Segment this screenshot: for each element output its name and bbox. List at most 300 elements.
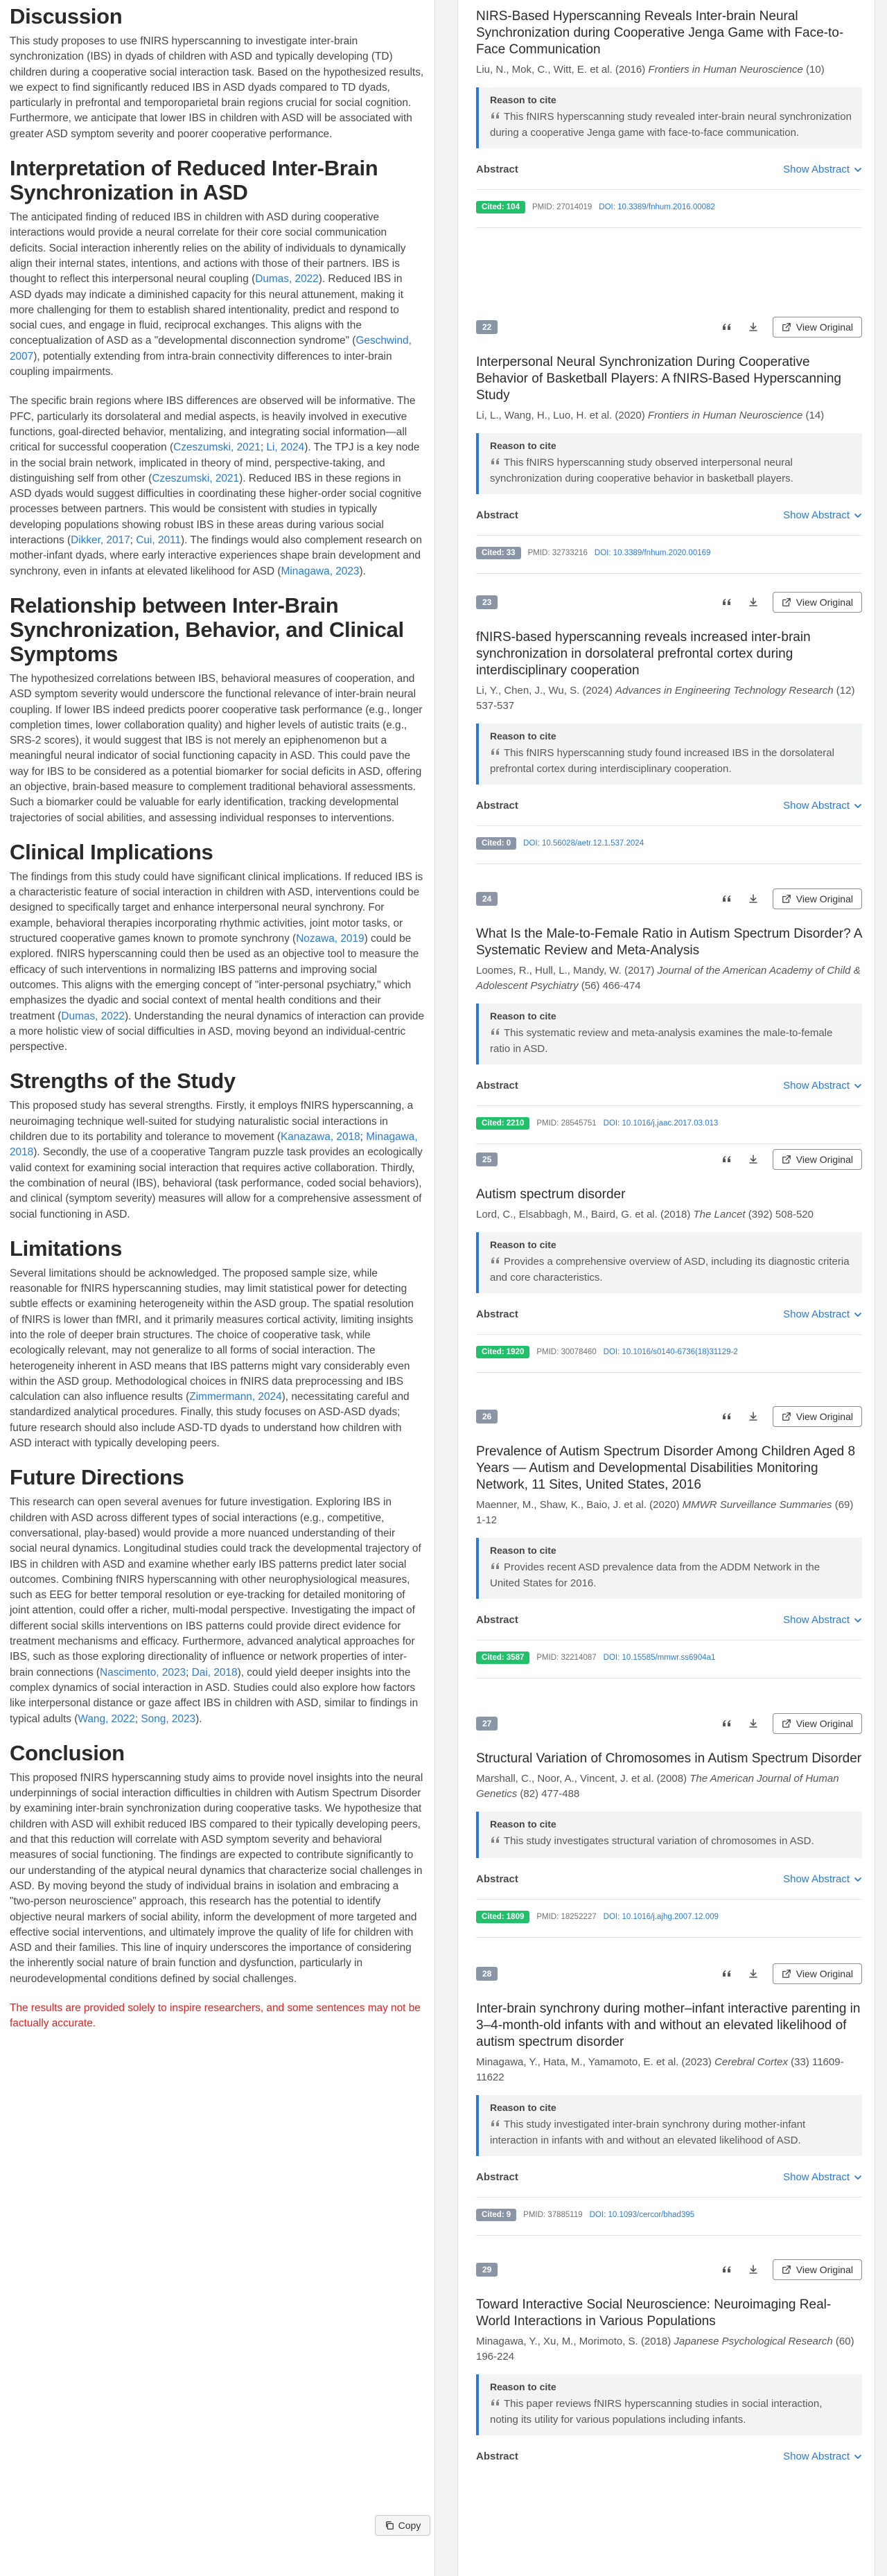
reference-journal: Cerebral Cortex xyxy=(714,2056,788,2068)
citation-link[interactable]: Wang, 2022 xyxy=(78,1712,135,1725)
reference-volume: (10) xyxy=(806,64,825,76)
chevron-down-icon xyxy=(854,2453,862,2461)
reference-journal: Journal of the American Academy of Child & Adolescent Psychiatry xyxy=(476,965,861,992)
reference-ids xyxy=(476,1911,862,1923)
cited-badge: Cited: 2210 xyxy=(476,1117,529,1130)
quote-icon[interactable] xyxy=(720,2263,734,2277)
reason-text xyxy=(490,455,852,486)
reference-card xyxy=(476,887,862,1144)
reference-title[interactable]: Autism spectrum disorder xyxy=(476,1187,626,1202)
reference-actions xyxy=(720,1149,862,1170)
reason-text xyxy=(490,2397,852,2427)
abstract-row xyxy=(476,1614,862,1626)
chevron-down-icon xyxy=(854,511,862,520)
reference-actions xyxy=(720,2259,862,2280)
reference-number: 27 xyxy=(476,1717,498,1731)
view-original-label: View Original xyxy=(796,1154,853,1165)
cited-badge: Cited: 9 xyxy=(476,2209,516,2221)
reason-heading: Reason to cite xyxy=(490,1239,556,1250)
reference-meta xyxy=(476,1771,862,1802)
reference-title[interactable]: Structural Variation of Chromosomes in Autism Spectrum Disorder xyxy=(476,1751,862,1766)
reference-volume: (69) 1-12 xyxy=(476,1499,854,1526)
pmid: PMID: 27014019 xyxy=(532,203,592,211)
citation-link[interactable]: Kanazawa, 2018 xyxy=(280,1131,360,1144)
reference-title[interactable]: Toward Interactive Social Neuroscience: Neuroimaging Real-World Interactions in Various Populations xyxy=(476,2297,832,2329)
reason-sentence: This fNIRS hyperscanning study observed interpersonal neural synchronization during cooperative behavior in basketball players. xyxy=(490,457,793,484)
download-icon[interactable] xyxy=(746,595,760,609)
reference-number: 24 xyxy=(476,892,498,906)
reason-text xyxy=(490,109,852,140)
view-original-button[interactable] xyxy=(773,2259,862,2280)
separator xyxy=(476,1372,862,1373)
view-original-button[interactable] xyxy=(773,1713,862,1734)
divider xyxy=(476,1105,862,1106)
divider xyxy=(476,189,862,190)
reason-box xyxy=(476,2095,862,2156)
reference-meta xyxy=(476,2334,862,2365)
abstract-label: Abstract xyxy=(476,1308,518,1320)
copy-button[interactable] xyxy=(375,2515,430,2536)
reference-number: 29 xyxy=(476,2263,498,2277)
abstract-label: Abstract xyxy=(476,800,518,812)
show-abstract-button[interactable] xyxy=(783,1614,862,1626)
reference-meta xyxy=(476,683,862,714)
view-original-label: View Original xyxy=(796,2264,853,2275)
reference-card xyxy=(476,1148,862,1373)
show-abstract-button[interactable] xyxy=(783,164,862,175)
paragraph-text: ) could be explored. fNIRS hyperscanning could then be used as an objective tool to measure the efficacy of such interventions in normalizing IBS patterns and improving social outcomes. This aligns with the emerging concept of "inter-personal psychiatry," which emphasizes the dyadic and social context of mental health conditions and their treatment ( xyxy=(10,933,419,1022)
paragraph-text: This research can open several avenues for future investigation. Exploring IBS in children with ASD across different types of social interactions (e.g., competitive, conversational, play-based) would provide a more nuanced understanding of their social neural dynamics. Longitudinal studies could track the developmental trajectory of IBS in children with ASD and examine whether early IBS patterns predict later social outcomes. Combining fNIRS hyperscanning with other neurophysiological measures, such as EEG for better temporal resolution or eye-tracking for detailed monitoring of joint attention, could offer a richer, multi-modal perspective. Investigating the impact of different social skills interventions on IBS patterns could provide direct evidence for treatment mechanisms and efficacy. Furthermore, advanced analytical approaches for IBS, such as those exploring directionality of influence or network properties of inter-brain connections ( xyxy=(10,1496,421,1679)
citation-link[interactable]: Nozawa, 2019 xyxy=(296,933,365,945)
citation-link[interactable]: Dai, 2018 xyxy=(191,1666,238,1679)
download-icon[interactable] xyxy=(746,1410,760,1423)
citation-link[interactable]: Minagawa, 2018 xyxy=(10,1131,418,1159)
citation-link[interactable]: Dumas, 2022 xyxy=(255,273,319,286)
paragraph-text: ). Understanding the neural dynamics of interaction can provide a more holistic view of social difficulties in ASD, moving beyond an individual-centric perspective. xyxy=(10,1010,425,1053)
reason-heading: Reason to cite xyxy=(490,94,556,105)
paragraph-text: ; xyxy=(360,1131,367,1144)
reason-heading: Reason to cite xyxy=(490,2381,556,2392)
reference-authors: Li, L., Wang, H., Luo, H. et al. (2020) xyxy=(476,410,645,421)
paragraph-text: ). Secondly, the use of a cooperative Tangram puzzle task provides an ecologically valid context for examining social interaction that requires active collaboration. Thirdly, the combination of neural (IBS), behavioral (task performance, coded social behaviors), and clinical (symptom severity) measures will allow for a comprehensive assessment of social functioning in ASD. xyxy=(10,1146,423,1220)
paragraph-text: The anticipated finding of reduced IBS in children with ASD during cooperative interactions would provide a neural correlate for their core social communication deficits. Social interaction inherently relies on the ability of individuals to dynamically align their internal states, intentions, and actions with those of their partners. IBS is thought to reflect this interpersonal neural coupling ( xyxy=(10,211,406,286)
reference-meta xyxy=(476,408,862,423)
reference-number: 25 xyxy=(476,1153,498,1166)
cited-badge: Cited: 33 xyxy=(476,547,521,559)
divider xyxy=(476,2197,862,2198)
view-original-label: View Original xyxy=(796,1968,853,1979)
reference-toolbar xyxy=(476,2258,862,2281)
reason-box xyxy=(476,1812,862,1858)
reference-authors: Loomes, R., Hull, L., Mandy, W. (2017) xyxy=(476,965,655,976)
quote-icon[interactable] xyxy=(720,1967,734,1981)
reference-meta xyxy=(476,963,862,994)
view-original-button[interactable] xyxy=(773,1963,862,1984)
view-original-label: View Original xyxy=(796,1718,853,1729)
reference-card xyxy=(476,315,862,574)
citation-link[interactable]: Dumas, 2022 xyxy=(61,1010,125,1022)
citation-link[interactable]: Czeszumski, 2021 xyxy=(173,441,261,454)
quote-icon xyxy=(490,1026,501,1042)
section-heading: Interpretation of Reduced Inter-Brain Synchronization in ASD xyxy=(10,156,378,205)
paragraph-text: This study proposes to use fNIRS hyperscanning to investigate inter-brain synchronization (IBS) in dyads of children with ASD and typically developing (TD) children during a cooperative social interaction task. Based on the hypothesized results, we expect to find significantly reduced IBS in ASD dyads compared to TD dyads, particularly in prefrontal and temporoparietal brain regions crucial for social cognition. Furthermore, we anticipate that lower IBS in children with ASD will be associated with greater ASD symptom severity and poorer cooperative performance. xyxy=(10,35,424,140)
reference-journal: The Lancet xyxy=(693,1209,746,1220)
reference-ids xyxy=(476,1651,862,1664)
reference-volume: (33) 11609-11622 xyxy=(476,2056,844,2083)
paragraph xyxy=(10,1098,425,1222)
section-heading: Relationship between Inter-Brain Synchronization, Behavior, and Clinical Symptoms xyxy=(10,593,404,666)
download-icon[interactable] xyxy=(746,1967,760,1981)
abstract-row xyxy=(476,509,862,521)
reference-ids xyxy=(476,1117,862,1130)
reference-ids xyxy=(476,837,862,850)
view-original-button[interactable] xyxy=(773,1149,862,1170)
separator xyxy=(476,1678,862,1679)
show-abstract-button[interactable] xyxy=(783,509,862,521)
reference-actions xyxy=(720,888,862,909)
reference-actions xyxy=(720,1406,862,1427)
external-link-icon xyxy=(782,1412,791,1421)
reason-text xyxy=(490,746,852,776)
view-original-button[interactable] xyxy=(773,1406,862,1427)
reference-card xyxy=(476,1712,862,1938)
reason-text xyxy=(490,1560,852,1591)
cited-badge: Cited: 0 xyxy=(476,837,516,850)
paragraph-text: ). The TPJ is a key node in the social brain network, implicated in theory of mind, perspective-taking, and distinguishing self from other ( xyxy=(10,441,420,484)
abstract-row xyxy=(476,800,862,812)
download-icon[interactable] xyxy=(746,320,760,334)
abstract-label: Abstract xyxy=(476,1873,518,1885)
show-abstract-label: Show Abstract xyxy=(783,509,850,521)
quote-icon[interactable] xyxy=(720,892,734,906)
paragraph-text: ). Reduced IBS in these regions in ASD dyads would suggest difficulties in coordinating these higher-order social cognitive processes between partners. This would be consistent with studies in typically developing populations showing robust IBS in these areas during various social interactions ( xyxy=(10,472,422,547)
download-icon[interactable] xyxy=(746,1717,760,1731)
quote-icon[interactable] xyxy=(720,1410,734,1423)
reference-volume: (12) 537-537 xyxy=(476,685,855,712)
paragraph-text: This proposed fNIRS hyperscanning study aims to provide novel insights into the neural underpinnings of social interaction difficulties in children with Autism Spectrum Disorder by examining inter-brain synchronization during cooperative tasks. We hypothesize that children with ASD will exhibit reduced IBS compared to their typically developing peers, and that this reduction will correlate with ASD symptom severity and behavioral measures of social functioning. The findings are expected to contribute significantly to our understanding of the atypical neural dynamics that characterize social challenges in ASD. By moving beyond the study of individual brains in isolation and embracing a "two-person neuroscience" approach, this research has the potential to identify objective neural markers of social ability, inform the development of more targeted and effective social interventions, and ultimately improve the quality of life for children with ASD and their families. This line of inquiry underscores the importance of considering the inherently social nature of brain function and dysfunction, particularly in neurodevelopmental conditions defined by social challenges. xyxy=(10,1771,423,1985)
show-abstract-button[interactable] xyxy=(783,2171,862,2183)
reference-card xyxy=(476,0,862,228)
citation-link[interactable]: Dikker, 2017 xyxy=(71,534,130,547)
reference-title[interactable]: fNIRS-based hyperscanning reveals increased inter-brain synchronization in dorsolateral prefrontal cortex during interdisciplinary cooperation xyxy=(476,630,811,678)
reference-journal: Advances in Engineering Technology Research xyxy=(615,685,834,696)
quote-icon xyxy=(490,2118,501,2133)
cited-badge: Cited: 3587 xyxy=(476,1651,529,1664)
external-link-icon xyxy=(782,1969,791,1979)
paragraph-text: ; xyxy=(130,534,137,547)
pmid: PMID: 18252227 xyxy=(536,1913,597,1921)
citation-link[interactable]: Zimmermann, 2024 xyxy=(189,1391,282,1403)
reference-title[interactable]: Prevalence of Autism Spectrum Disorder Among Children Aged 8 Years — Autism and Developmental Disabilities Monitoring Network, 11 Sites, United States, 2016 xyxy=(476,1444,856,1492)
disclaimer: The results are provided solely to inspire researchers, and some sentences may not be factually accurate. xyxy=(10,2001,421,2030)
paragraph xyxy=(10,210,425,380)
reason-box xyxy=(476,433,862,494)
reference-actions xyxy=(720,317,862,338)
view-original-button[interactable] xyxy=(773,888,862,909)
chevron-down-icon xyxy=(854,802,862,810)
reason-box xyxy=(476,1004,862,1064)
show-abstract-label: Show Abstract xyxy=(783,164,850,175)
abstract-row xyxy=(476,1080,862,1092)
reference-authors: Minagawa, Y., Hata, M., Yamamoto, E. et al. (2023) xyxy=(476,2056,712,2068)
doi-link[interactable]: DOI: 10.3389/fnhum.2020.00169 xyxy=(594,549,711,557)
article-panel xyxy=(0,0,435,2576)
citation-link[interactable]: Czeszumski, 2021 xyxy=(152,472,240,484)
reference-authors: Liu, N., Mok, C., Witt, E. et al. (2016) xyxy=(476,64,646,76)
show-abstract-button[interactable] xyxy=(783,800,862,812)
abstract-row xyxy=(476,164,862,175)
quote-icon[interactable] xyxy=(720,320,734,334)
reference-authors: Maenner, M., Shaw, K., Baio, J. et al. (2020) xyxy=(476,1499,680,1511)
show-abstract-label: Show Abstract xyxy=(783,1614,850,1626)
paragraph-text: ). Reduced IBS in ASD dyads may indicate a diminished capacity for this neural attunement, making it more challenging for them to establish shared intentionality, predict and respond to social cues, and engage in fluid, reciprocal exchanges. This aligns with the conceptualization of ASD as a "developmental disconnection syndrome" ( xyxy=(10,273,404,347)
reference-actions xyxy=(720,1713,862,1734)
citation-link[interactable]: Cui, 2011 xyxy=(136,534,181,547)
separator xyxy=(476,573,862,574)
quote-icon[interactable] xyxy=(720,1153,734,1166)
quote-icon[interactable] xyxy=(720,595,734,609)
section-heading: Limitations xyxy=(10,1236,123,1261)
paragraph-text: The hypothesized correlations between IBS, behavioral measures of cooperation, and ASD symptom severity would underscore the functional relevance of inter-brain neural coupling. If lower IBS indeed predicts poorer cooperative task performance (e.g., longer completion times, lower collaboration quality) and higher levels of autistic traits (e.g., SRS-2 scores), it would suggest that IBS is not merely an epiphenomenon but a meaningful neural indicator of social functioning capacity in ASD. This could pave the way for IBS to be considered as a potential biomarker for social deficits in ASD, offering an objective, brain-based measure to complement traditional behavioral assessments. Such a biomarker could be valuable for early identification, tracking developmental trajectories of social abilities, and assessing individual responses to interventions. xyxy=(10,672,423,824)
quote-icon xyxy=(490,110,501,125)
external-link-icon xyxy=(782,1155,791,1164)
pmid: PMID: 37885119 xyxy=(523,2211,583,2219)
external-link-icon xyxy=(782,2265,791,2275)
abstract-label: Abstract xyxy=(476,1614,518,1626)
paragraph-text: The findings from this study could have significant clinical implications. If reduced IBS is a characteristic feature of social interaction in children with ASD, interventions could be designed to specifically target and enhance interpersonal neural synchrony. For example, behavioral therapies incorporating rhythmic activities, joint motor tasks, or structured cooperative games known to promote synchrony ( xyxy=(10,870,423,945)
paragraph xyxy=(10,394,425,579)
reference-meta xyxy=(476,1498,862,1528)
reference-volume: (14) xyxy=(805,410,825,421)
reason-sentence: This study investigated inter-brain synchrony during mother-infant interaction in infants with and without an elevated likelihood of ASD. xyxy=(490,2119,806,2146)
divider xyxy=(476,825,862,826)
chevron-down-icon xyxy=(854,2173,862,2182)
doi-link[interactable]: DOI: 10.1093/cercor/bhad395 xyxy=(589,2211,695,2219)
download-icon[interactable] xyxy=(746,1153,760,1166)
reason-box xyxy=(476,87,862,148)
reference-title[interactable]: Inter-brain synchrony during mother–infant interactive parenting in 3–4-month-old infants with and without an elevated likelihood of autism spectrum disorder xyxy=(476,2001,861,2049)
section-heading: Discussion xyxy=(10,4,123,28)
pmid: PMID: 30078460 xyxy=(536,1348,597,1356)
view-original-button[interactable] xyxy=(773,317,862,338)
reference-authors: Marshall, C., Noor, A., Vincent, J. et al. (2008) xyxy=(476,1773,687,1785)
abstract-label: Abstract xyxy=(476,509,518,521)
paragraph-text: ). xyxy=(195,1712,202,1725)
reference-meta xyxy=(476,62,862,78)
section-heading: Clinical Implications xyxy=(10,839,213,864)
abstract-label: Abstract xyxy=(476,2171,518,2183)
doi-link[interactable]: DOI: 10.1016/j.ajhg.2007.12.009 xyxy=(603,1913,719,1921)
show-abstract-button[interactable] xyxy=(783,1873,862,1885)
section-heading: Conclusion xyxy=(10,1740,125,1765)
reference-ids xyxy=(476,2209,862,2221)
download-icon[interactable] xyxy=(746,2263,760,2277)
divider xyxy=(476,1334,862,1335)
doi-link[interactable]: DOI: 10.1016/j.jaac.2017.03.013 xyxy=(603,1119,719,1128)
reference-journal: Japanese Psychological Research xyxy=(674,2336,833,2347)
references-panel xyxy=(457,0,875,2576)
reference-ids xyxy=(476,1346,862,1358)
chevron-down-icon xyxy=(854,166,862,174)
divider xyxy=(476,1899,862,1900)
section-heading: Future Directions xyxy=(10,1465,184,1490)
paragraph-text: ). The findings would also complement research on mother-infant dyads, where early interactive experiences shape brain development and synchrony, even in infants at elevated likelihood for ASD ( xyxy=(10,534,422,577)
reference-meta xyxy=(476,1207,862,1223)
reason-sentence: This systematic review and meta-analysis examines the male-to-female ratio in ASD. xyxy=(490,1027,833,1055)
paragraph xyxy=(10,34,425,142)
doi-link[interactable]: DOI: 10.3389/fnhum.2016.00082 xyxy=(599,203,715,211)
external-link-icon xyxy=(782,894,791,904)
pmid: PMID: 32214087 xyxy=(536,1654,597,1662)
reference-ids xyxy=(476,547,862,559)
abstract-label: Abstract xyxy=(476,164,518,175)
paragraph-text: ). xyxy=(359,565,366,577)
quote-icon xyxy=(490,1255,501,1270)
reference-volume: (392) 508-520 xyxy=(748,1209,814,1220)
show-abstract-label: Show Abstract xyxy=(783,1873,850,1885)
quote-icon xyxy=(490,1834,501,1850)
reference-number: 26 xyxy=(476,1410,498,1423)
show-abstract-button[interactable] xyxy=(783,1080,862,1092)
paragraph-text: ; xyxy=(260,441,267,454)
reference-authors: Minagawa, Y., Xu, M., Morimoto, S. (2018) xyxy=(476,2336,671,2347)
reference-toolbar xyxy=(476,1148,862,1171)
pmid: PMID: 28545751 xyxy=(536,1119,597,1128)
paragraph-text: ; xyxy=(134,1712,141,1725)
reference-toolbar xyxy=(476,1962,862,1986)
reference-number: 23 xyxy=(476,595,498,609)
chevron-down-icon xyxy=(854,1875,862,1884)
paragraph-text: Several limitations should be acknowledged. The proposed sample size, while reasonable for fNIRS hyperscanning studies, may limit statistical power for detecting subtle effects or examining heterogeneity within the ASD group. The spatial resolution of fNIRS is lower than fMRI, and it primarily measures cortical activity, limiting insights into the role of deeper brain structures. The choice of cooperative task, while ecologically relevant, may not generalize to all forms of social interaction. The heterogeneity inherent in ASD means that IBS patterns might vary considerably even within the ASD group. Methodological choices in fNIRS data preprocessing and IBS calculation can also influence results ( xyxy=(10,1267,414,1403)
citation-link[interactable]: Geschwind, 2007 xyxy=(10,335,412,362)
view-original-label: View Original xyxy=(796,893,853,904)
doi-link[interactable]: DOI: 10.1016/s0140-6736(18)31129-2 xyxy=(603,1348,738,1356)
pmid: PMID: 32733216 xyxy=(527,549,588,557)
abstract-label: Abstract xyxy=(476,1080,518,1092)
abstract-label: Abstract xyxy=(476,2451,518,2462)
separator xyxy=(476,2235,862,2236)
reference-volume: (60) 196-224 xyxy=(476,2336,854,2363)
show-abstract-label: Show Abstract xyxy=(783,2171,850,2183)
reason-sentence: This fNIRS hyperscanning study found increased IBS in the dorsolateral prefrontal cortex during interdisciplinary cooperation. xyxy=(490,747,834,775)
reference-actions xyxy=(720,592,862,613)
view-original-label: View Original xyxy=(796,597,853,608)
reference-card xyxy=(476,1962,862,2236)
download-icon[interactable] xyxy=(746,892,760,906)
external-link-icon xyxy=(782,1719,791,1728)
reason-text xyxy=(490,2117,852,2148)
reason-sentence: This study investigates structural variation of chromosomes in ASD. xyxy=(504,1835,814,1847)
reference-journal: The American Journal of Human Genetics xyxy=(476,1773,839,1800)
abstract-row xyxy=(476,2171,862,2183)
quote-icon[interactable] xyxy=(720,1717,734,1731)
reason-box xyxy=(476,724,862,785)
cited-badge: Cited: 1920 xyxy=(476,1346,529,1358)
divider xyxy=(476,535,862,536)
reference-ids xyxy=(476,201,862,213)
show-abstract-button[interactable] xyxy=(783,1308,862,1320)
reference-journal: Frontiers in Human Neuroscience xyxy=(647,410,803,421)
paragraph xyxy=(10,870,425,1055)
reference-card xyxy=(476,2258,862,2462)
reference-volume: (56) 466-474 xyxy=(581,980,641,992)
quote-icon xyxy=(490,2397,501,2412)
cited-badge: Cited: 1809 xyxy=(476,1911,529,1923)
separator xyxy=(476,227,862,228)
paragraph-text: The specific brain regions where IBS differences are observed will be informative. The PFC, particularly its dorsolateral and medial aspects, is heavily involved in executive functions, goal-directed behavior, mentalizing, and integrating social information—all critical for successful cooperation ( xyxy=(10,395,416,454)
reference-authors: Li, Y., Chen, J., Wu, S. (2024) xyxy=(476,685,613,696)
article-body xyxy=(0,4,434,2032)
abstract-row xyxy=(476,2451,862,2462)
view-original-button[interactable] xyxy=(773,592,862,613)
reason-box xyxy=(476,2374,862,2435)
paragraph xyxy=(10,672,425,826)
reason-box xyxy=(476,1232,862,1293)
reference-number: 28 xyxy=(476,1967,498,1981)
quote-icon xyxy=(490,746,501,762)
copy-label: Copy xyxy=(398,2520,421,2531)
citation-link[interactable]: Li, 2024 xyxy=(266,441,305,454)
paragraph-text: ), potentially extending from intra-brain connectivity differences to inter-brain coupling impairments. xyxy=(10,350,392,378)
reason-sentence: This fNIRS hyperscanning study revealed inter-brain neural synchronization during a cooperative Jenga game with face-to-face communication. xyxy=(490,111,852,139)
show-abstract-button[interactable] xyxy=(783,2451,862,2462)
citation-link[interactable]: Minagawa, 2023 xyxy=(281,565,360,577)
reference-card xyxy=(476,1405,862,1679)
paragraph xyxy=(10,1771,425,1987)
reference-volume: (82) 477-488 xyxy=(520,1788,580,1800)
show-abstract-label: Show Abstract xyxy=(783,800,850,812)
quote-icon xyxy=(490,1561,501,1576)
reference-number: 22 xyxy=(476,320,498,334)
external-link-icon xyxy=(782,322,791,332)
reference-title[interactable]: Interpersonal Neural Synchronization During Cooperative Behavior of Basketball Players: A fNIRS-Based Hyperscanning Study xyxy=(476,355,841,403)
cited-badge: Cited: 104 xyxy=(476,201,525,213)
show-abstract-label: Show Abstract xyxy=(783,2451,850,2462)
reference-toolbar xyxy=(476,590,862,614)
reason-heading: Reason to cite xyxy=(490,1010,556,1022)
quote-icon xyxy=(490,456,501,471)
reason-box xyxy=(476,1538,862,1599)
reason-text xyxy=(490,1834,852,1850)
chevron-down-icon xyxy=(854,1616,862,1624)
reference-card xyxy=(476,590,862,864)
doi-link[interactable]: DOI: 10.15585/mmwr.ss6904a1 xyxy=(603,1654,716,1662)
copy-icon xyxy=(385,2521,394,2530)
abstract-row xyxy=(476,1308,862,1320)
section-heading: Strengths of the Study xyxy=(10,1069,236,1094)
reason-heading: Reason to cite xyxy=(490,1819,556,1830)
reason-sentence: Provides recent ASD prevalence data from the ADDM Network in the United States for 2016. xyxy=(490,1561,820,1589)
reference-meta xyxy=(476,2055,862,2085)
paragraph-text: ), could yield deeper insights into the complex dynamics of social interaction in ASD. Studies could also explore how factors like interpersonal distance or gaze affect IBS in children with ASD, similar to findings in typical adults ( xyxy=(10,1666,419,1725)
reason-heading: Reason to cite xyxy=(490,2102,556,2113)
chevron-down-icon xyxy=(854,1082,862,1090)
reason-heading: Reason to cite xyxy=(490,1545,556,1556)
paragraph-text: This proposed study has several strengths. Firstly, it employs fNIRS hyperscanning, a neuroimaging technique well-suited for studying naturalistic social interactions in children due to its portability and tolerance to movement ( xyxy=(10,1100,414,1144)
chevron-down-icon xyxy=(854,1311,862,1319)
reason-text xyxy=(490,1254,852,1285)
citation-link[interactable]: Song, 2023 xyxy=(141,1712,196,1725)
reference-toolbar xyxy=(476,1712,862,1735)
citation-link[interactable]: Nascimento, 2023 xyxy=(100,1666,186,1679)
reference-title[interactable]: NIRS-Based Hyperscanning Reveals Inter-brain Neural Synchronization during Cooperative Jenga Game with Face-to-Face Communication xyxy=(476,9,844,57)
paragraph xyxy=(10,1266,425,1452)
show-abstract-label: Show Abstract xyxy=(783,1308,850,1320)
reference-title[interactable]: What Is the Male-to-Female Ratio in Autism Spectrum Disorder? A Systematic Review and Meta-Analysis xyxy=(476,927,862,958)
reason-sentence: This paper reviews fNIRS hyperscanning studies in social interaction, noting its utility for various populations including infants. xyxy=(490,2398,823,2426)
doi-link[interactable]: DOI: 10.56028/aetr.12.1.537.2024 xyxy=(523,839,644,848)
view-original-label: View Original xyxy=(796,1411,853,1422)
